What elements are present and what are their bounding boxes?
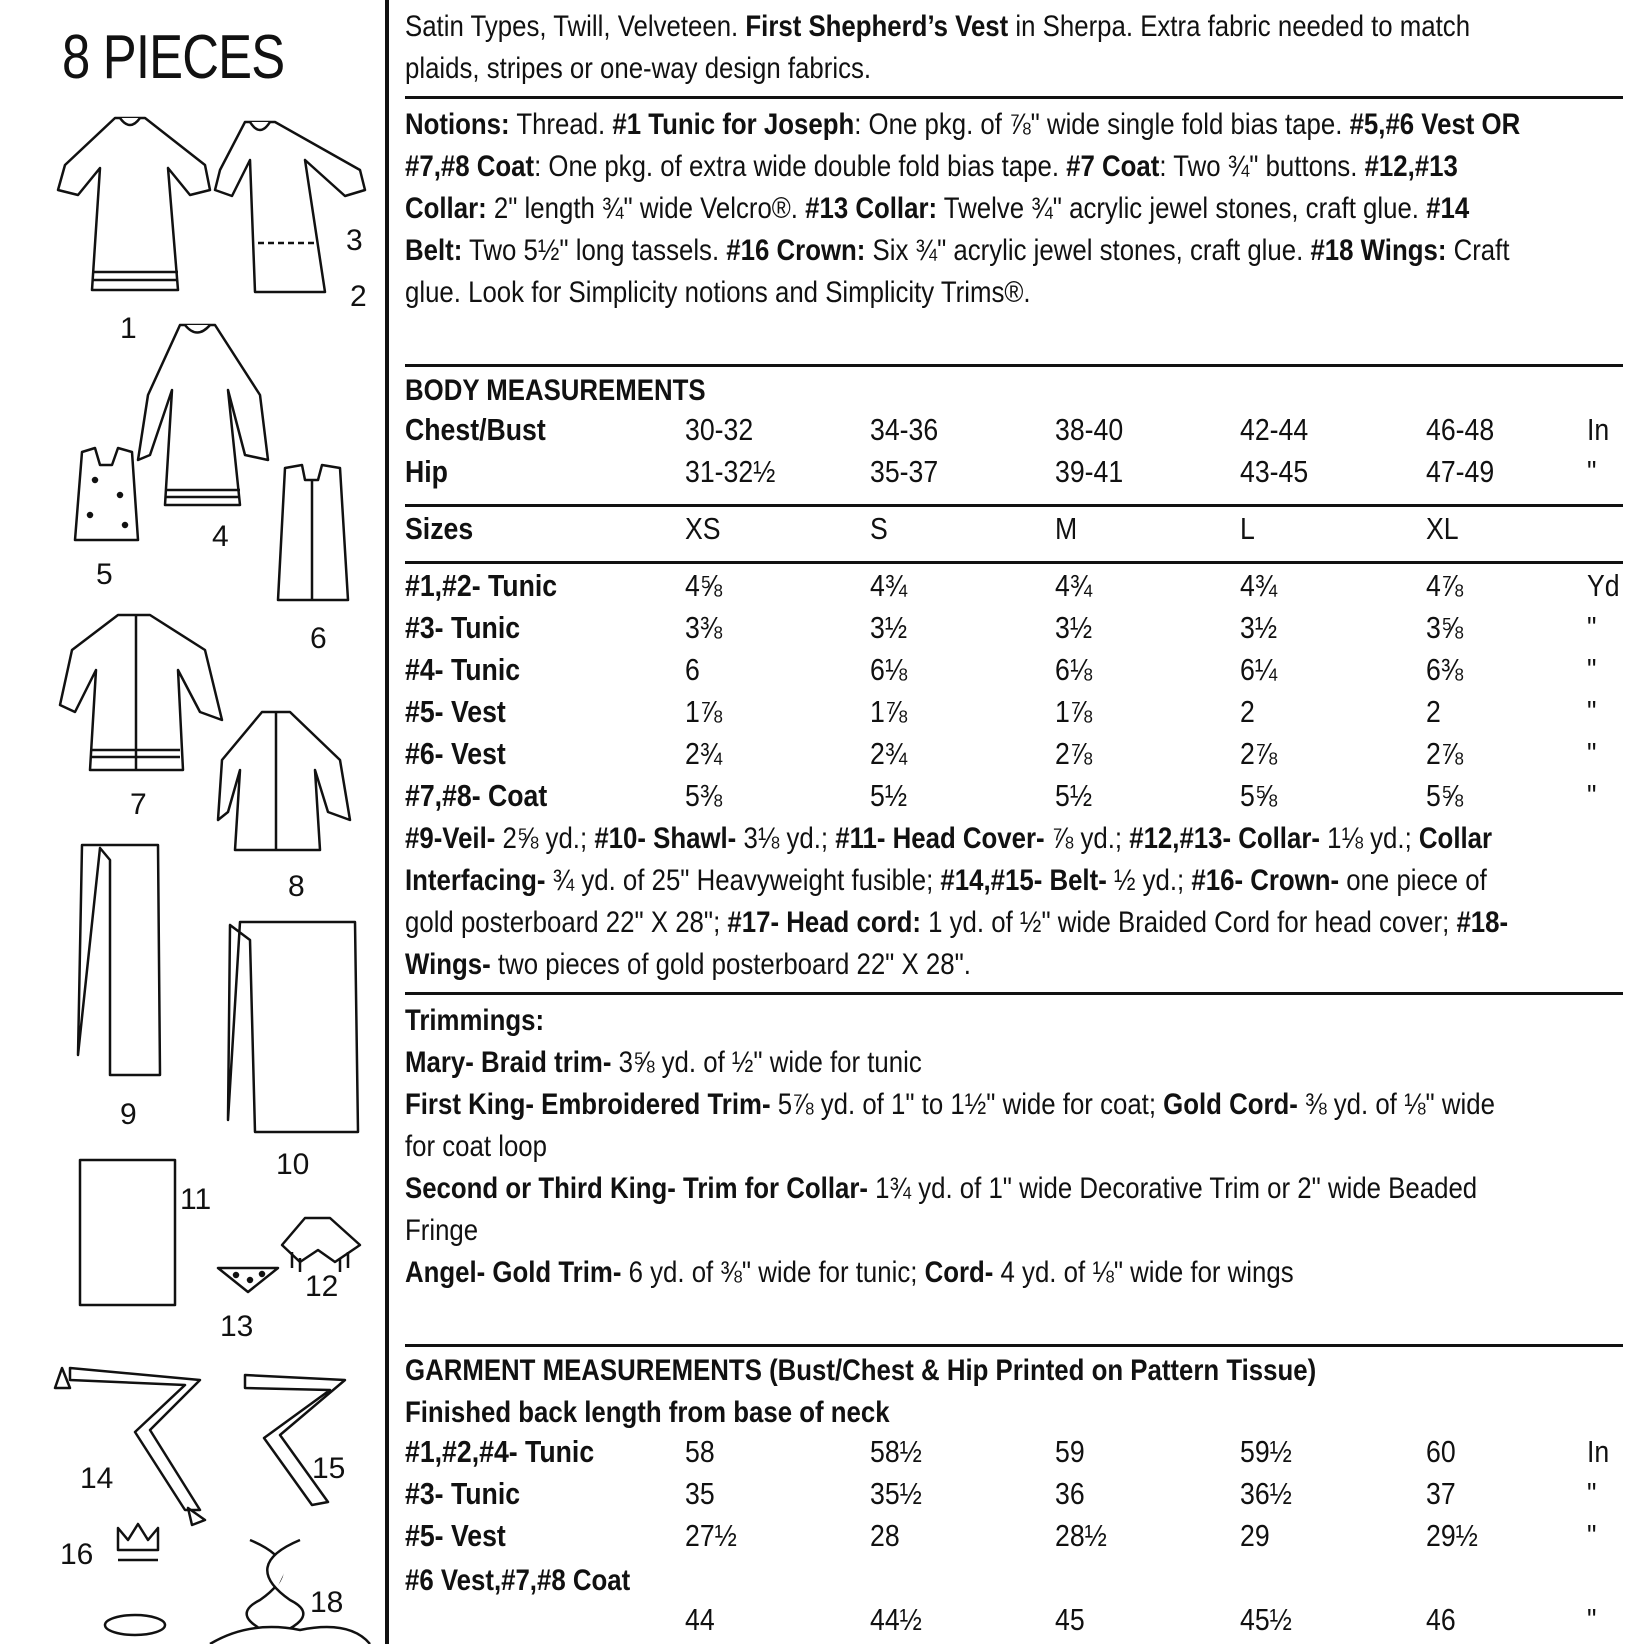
yardage-row: #1,#2- Tunic 4⅝ 4¾ 4¾ 4¾ 4⅞ Yd (405, 568, 1620, 603)
view-number-12: 12 (305, 1270, 339, 1303)
view-number-15: 15 (312, 1452, 346, 1485)
trim-first-king-cont: for coat loop (405, 1130, 547, 1163)
view-number-7: 7 (130, 788, 147, 821)
view-1-tunic-drawing (58, 118, 210, 290)
view-9-veil-drawing (78, 845, 160, 1075)
garment-subtitle: Finished back length from base of neck (405, 1396, 890, 1429)
views-panel (0, 0, 384, 1644)
pieces-label: 8 PIECES (62, 23, 285, 92)
body-measurements-title: BODY MEASUREMENTS (405, 374, 706, 407)
extras-line-4: Wings- two pieces of gold posterboard 22" X 28". (405, 948, 971, 981)
garment-title: GARMENT MEASUREMENTS (Bust/Chest & Hip Printed on Pattern Tissue) (405, 1354, 1317, 1387)
view-number-14: 14 (80, 1462, 114, 1495)
trim-angel: Angel- Gold Trim- 6 yd. of ⅜" wide for tunic; Cord- 4 yd. of ⅛" wide for wings (405, 1256, 1294, 1289)
divider-trimmings (405, 992, 1623, 995)
view-number-3: 3 (346, 224, 363, 257)
view-14-belt-drawing (55, 1368, 205, 1525)
divider-sizes (405, 504, 1623, 507)
extras-line-3: gold posterboard 22" X 28"; #17- Head cord: 1 yd. of ½" wide Braided Cord for head cover; #18- (405, 906, 1509, 939)
view-5-vest-drawing (75, 448, 138, 540)
view-7-coat-drawing (60, 615, 222, 770)
view-number-10: 10 (276, 1148, 310, 1181)
notions-line-1: Notions: Thread. #1 Tunic for Joseph: One pkg. of ⅞" wide single fold bias tape. #5,#6 Vest OR (405, 108, 1521, 141)
column-divider (385, 0, 389, 1644)
body-row-chest: Chest/Bust 30-32 34-36 38-40 42-44 46-48 In (405, 412, 1610, 447)
view-8-coat-drawing (218, 712, 350, 850)
view-13-collar-drawing (218, 1268, 278, 1292)
sizes-row: Sizes XS S M L XL (405, 511, 1459, 546)
view-number-18: 18 (310, 1586, 344, 1619)
yardage-row: #5- Vest 1⅞ 1⅞ 1⅞ 2 2 " (405, 694, 1597, 729)
trim-first-king: First King- Embroidered Trim- 5⅞ yd. of 1" to 1½" wide for coat; Gold Cord- ⅜ yd. of ⅛" wide (405, 1088, 1495, 1121)
notions-line-2: #7,#8 Coat: One pkg. of extra wide double fold bias tape. #7 Coat: Two ¾" buttons. #12,#13 (405, 150, 1458, 183)
view-number-5: 5 (96, 558, 113, 591)
trim-mary: Mary- Braid trim- 3⅝ yd. of ½" wide for tunic (405, 1046, 922, 1079)
fabric-line-2: plaids, stripes or one-way design fabrics. (405, 52, 872, 85)
view-18-wings-drawing (210, 1540, 370, 1644)
extras-line-1: #9-Veil- 2⅝ yd.; #10- Shawl- 3⅛ yd.; #11- Head Cover- ⅞ yd.; #12,#13- Collar- 1⅛ yd.; Collar (405, 822, 1493, 855)
yardage-row: #7,#8- Coat 5⅜ 5½ 5½ 5⅝ 5⅝ " (405, 778, 1597, 813)
divider-notions (405, 96, 1623, 99)
notions-line-4: Belt: Two 5½" long tassels. #16 Crown: Six ¾" acrylic jewel stones, craft glue. #18 Wings: Craft (405, 234, 1510, 267)
notions-line-3: Collar: 2" length ¾" wide Velcro®. #13 Collar: Twelve ¾" acrylic jewel stones, craft glue. #14 (405, 192, 1470, 225)
view-number-16: 16 (60, 1538, 94, 1571)
body-row-hip: Hip 31-32½ 35-37 39-41 43-45 47-49 " (405, 454, 1597, 489)
view-6-vest-drawing (278, 465, 348, 600)
view-number-13: 13 (220, 1310, 254, 1343)
garment-row: #3- Tunic 35 35½ 36 36½ 37 " (405, 1476, 1597, 1511)
view-number-6: 6 (310, 622, 327, 655)
yardage-row: #4- Tunic 6 6⅛ 6⅛ 6¼ 6⅜ " (405, 652, 1597, 687)
view-number-2: 2 (350, 280, 367, 313)
view-10-shawl-drawing (228, 922, 358, 1132)
view-16-crown-drawing (118, 1524, 158, 1560)
garment-row: #5- Vest 27½ 28 28½ 29 29½ " (405, 1518, 1597, 1553)
view-number-9: 9 (120, 1098, 137, 1131)
notions-line-5: glue. Look for Simplicity notions and Simplicity Trims®. (405, 276, 1031, 309)
trim-second-third-king-cont: Fringe (405, 1214, 479, 1247)
trim-second-third-king: Second or Third King- Trim for Collar- 1¾ yd. of 1" wide Decorative Trim or 2" wide Beaded (405, 1172, 1478, 1205)
trimmings-title: Trimmings: (405, 1004, 545, 1037)
garment-row: 44 44½ 45 45½ 46 " (685, 1602, 1597, 1637)
extras-line-2: Interfacing- ¾ yd. of 25" Heavyweight fusible; #14,#15- Belt- ½ yd.; #16- Crown- one piece of (405, 864, 1487, 897)
view-number-11: 11 (180, 1183, 212, 1216)
view-number-1: 1 (120, 312, 137, 345)
yardage-row: #3- Tunic 3⅜ 3½ 3½ 3½ 3⅝ " (405, 610, 1597, 645)
view-number-8: 8 (288, 870, 305, 903)
fabric-line-1: Satin Types, Twill, Velveteen. First Shepherd’s Vest in Sherpa. Extra fabric needed to match (405, 10, 1471, 43)
divider-yardage (405, 561, 1623, 564)
garment-row: #1,#2,#4- Tunic 58 58½ 59 59½ 60 In (405, 1434, 1610, 1469)
instructions-panel (405, 0, 1627, 1644)
view-11-head-cover-drawing (80, 1160, 175, 1305)
view-4-tunic-drawing (138, 325, 268, 505)
divider-garment (405, 1344, 1623, 1347)
view-17-head-cord-drawing (105, 1615, 165, 1635)
divider-body (405, 364, 1623, 367)
garment-illustrations (0, 0, 384, 1644)
view-12-collar-drawing (282, 1218, 360, 1272)
view-number-4: 4 (212, 520, 229, 553)
yardage-row: #6- Vest 2¾ 2¾ 2⅞ 2⅞ 2⅞ " (405, 736, 1597, 771)
garment-row6-label: #6 Vest,#7,#8 Coat (405, 1564, 631, 1597)
view-2-tunic-drawing (215, 122, 365, 292)
